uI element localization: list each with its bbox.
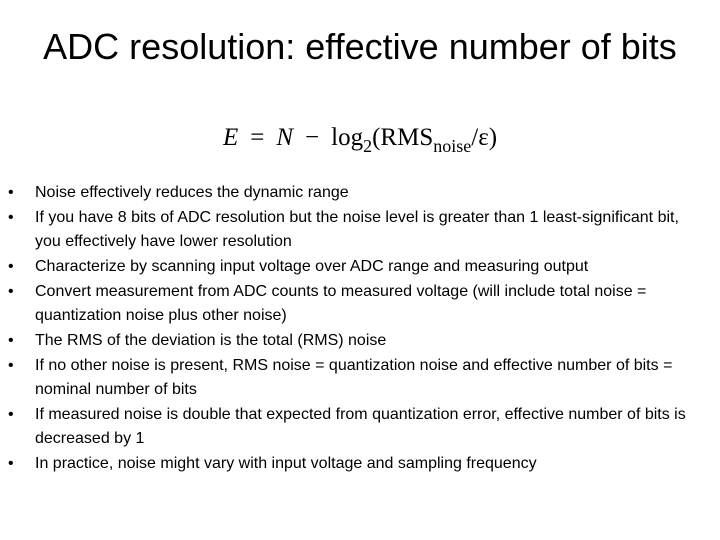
bullet-item xyxy=(8,255,708,279)
bullet-item xyxy=(8,280,708,327)
bullet-dot: • xyxy=(8,209,14,227)
bullet-text: Convert measurement from ADC counts to measured voltage (will include total noise = quantization noise plus other noise) xyxy=(35,283,647,324)
formula-log-base: 2 xyxy=(363,136,373,156)
bullet-text: The RMS of the deviation is the total (RMS) noise xyxy=(35,332,387,350)
formula-rms: (RMS xyxy=(372,124,434,151)
bullet-dot: • xyxy=(8,406,14,424)
bullet-dot: • xyxy=(8,455,14,473)
bullet-item xyxy=(8,206,708,253)
formula-log: log xyxy=(331,124,364,151)
bullet-item xyxy=(8,403,708,450)
formula-minus: − xyxy=(305,124,320,151)
formula-e: E xyxy=(222,124,239,151)
enob-formula xyxy=(0,118,720,166)
bullet-text: If you have 8 bits of ADC resolution but the noise level is greater than 1 least-significant bit, you effectively have lower resolution xyxy=(35,209,679,250)
bullet-dot: • xyxy=(8,184,14,201)
bullet-text: If measured noise is double that expected from quantization error, effective number of bits is decreased by 1 xyxy=(35,406,686,447)
bullet-item xyxy=(8,329,708,353)
formula-rms-subscript: noise xyxy=(433,136,472,156)
bullet-dot: • xyxy=(8,258,14,276)
formula-epsilon: /ε) xyxy=(471,124,498,151)
bullet-text: Characterize by scanning input voltage over ADC range and measuring output xyxy=(35,258,589,276)
bullet-item xyxy=(8,354,708,401)
slide-title: ADC resolution: effective number of bits xyxy=(43,26,677,67)
bullet-item xyxy=(8,452,708,476)
formula-equals: = xyxy=(250,124,265,151)
bullet-dot: • xyxy=(8,332,14,350)
formula-n: N xyxy=(276,124,294,151)
bullet-text: In practice, noise might vary with input voltage and sampling frequency xyxy=(35,455,537,473)
bullet-dot: • xyxy=(8,283,14,301)
bullet-list xyxy=(8,181,708,477)
bullet-text: Noise effectively reduces the dynamic range xyxy=(35,184,349,201)
bullet-item xyxy=(8,181,708,205)
bullet-dot: • xyxy=(8,357,14,375)
bullet-text: If no other noise is present, RMS noise = quantization noise and effective number of bits = nominal number of bits xyxy=(35,357,673,398)
